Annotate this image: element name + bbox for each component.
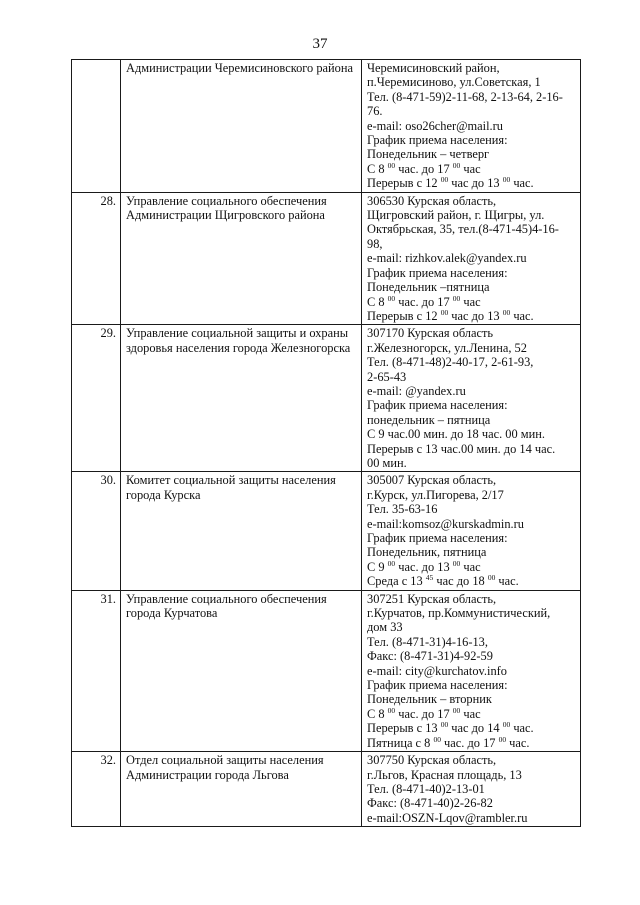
- contact-line: Тел. 35-63-16: [367, 502, 438, 517]
- schedule-line: [367, 707, 576, 721]
- time-minutes-superscript: 00: [387, 160, 396, 170]
- schedule-text: час.: [495, 574, 519, 589]
- organization-name: Администрации Черемисиновского района: [121, 60, 362, 193]
- contact-line: понедельник – пятница: [367, 412, 491, 427]
- schedule-line: [367, 162, 576, 176]
- schedule-text: час до 13: [448, 308, 503, 323]
- row-number: 28.: [72, 192, 121, 325]
- contact-line: Тел. (8-471-31)4-16-13,: [367, 634, 488, 649]
- contact-line: Тел. (8-471-48)2-40-17, 2-61-93,: [367, 355, 534, 370]
- time-minutes-superscript: 00: [452, 293, 461, 303]
- contact-line: Щигровский район, г. Щигры, ул.: [367, 208, 545, 223]
- schedule-text: Перерыв с 12: [367, 176, 441, 191]
- contact-line: График приема населения:: [367, 531, 508, 545]
- schedule-line: [367, 560, 576, 574]
- schedule-text: час.: [510, 721, 534, 736]
- contact-line: 305007 Курская область,: [367, 473, 497, 488]
- contact-details: [362, 472, 581, 590]
- schedule-text: Перерыв с 12: [367, 308, 441, 323]
- schedule-text: час.: [510, 308, 534, 323]
- schedule-text: час.: [510, 176, 534, 191]
- row-number: 29.: [72, 325, 121, 472]
- schedule-text: Среда с 13: [367, 574, 426, 589]
- contact-line: Понедельник –пятница: [367, 280, 490, 295]
- row-number: 31.: [72, 590, 121, 751]
- contact-line: График приема населения:: [367, 133, 508, 148]
- schedule-text: час.: [506, 735, 530, 750]
- contact-details: [362, 590, 581, 751]
- schedule-text: час. до 13: [395, 559, 453, 574]
- contact-details: [362, 192, 581, 325]
- contact-line: e-mail:OSZN-Lqov@rambler.ru: [367, 810, 528, 825]
- contact-line: 00 мин.: [367, 455, 407, 470]
- schedule-text: С 8: [367, 161, 388, 176]
- contact-line: Понедельник – четверг: [367, 147, 490, 162]
- schedule-text: час до 13: [448, 176, 503, 191]
- time-minutes-superscript: 00: [502, 720, 511, 730]
- organization-name: Управление социальной защиты и охраны здоровья населения города Железногорска: [121, 325, 362, 472]
- organization-name: Комитет социальной защиты населения города Курска: [121, 472, 362, 590]
- contact-line: Понедельник – вторник: [367, 692, 492, 707]
- schedule-text: час. до 17: [395, 294, 453, 309]
- table-row: [72, 325, 581, 472]
- registry-table: [71, 59, 581, 827]
- row-number: 32.: [72, 752, 121, 827]
- contact-details: [362, 752, 581, 827]
- contact-line: 307251 Курская область,: [367, 591, 497, 606]
- schedule-line: [367, 295, 576, 309]
- contact-line: 307170 Курская область: [367, 326, 494, 341]
- contact-line: 306530 Курская область,: [367, 193, 497, 208]
- contact-line: Черемисиновский район,: [367, 61, 500, 75]
- time-minutes-superscript: 00: [387, 705, 396, 715]
- schedule-text: Пятница с 8: [367, 735, 434, 750]
- contact-line: Факс: (8-471-31)4-92-59: [367, 649, 493, 664]
- schedule-line: [367, 721, 576, 735]
- time-minutes-superscript: 00: [452, 160, 461, 170]
- row-number: [72, 60, 121, 193]
- table-row: [72, 472, 581, 590]
- contact-line: Октябрьская, 35, тел.(8-471-45)4-16-: [367, 222, 559, 237]
- contact-line: г.Льгов, Красная площадь, 13: [367, 767, 522, 782]
- contact-line: 98,: [367, 236, 383, 251]
- schedule-text: С 8: [367, 294, 388, 309]
- table-row: [72, 590, 581, 751]
- organization-name: Управление социального обеспечения Администрации Щигровского района: [121, 192, 362, 325]
- time-minutes-superscript: 45: [425, 573, 434, 583]
- contact-line: Тел. (8-471-40)2-13-01: [367, 781, 485, 796]
- schedule-text: Перерыв с 13: [367, 721, 441, 736]
- row-number: 30.: [72, 472, 121, 590]
- time-minutes-superscript: 00: [387, 293, 396, 303]
- contact-details: [362, 60, 581, 193]
- time-minutes-superscript: 00: [440, 307, 449, 317]
- organization-name: Управление социального обеспечения города Курчатова: [121, 590, 362, 751]
- contact-line: п.Черемисиново, ул.Советская, 1: [367, 75, 541, 90]
- time-minutes-superscript: 00: [498, 734, 507, 744]
- schedule-text: час. до 17: [395, 706, 453, 721]
- contact-line: e-mail:komsoz@kurskadmin.ru: [367, 516, 524, 531]
- schedule-line: [367, 574, 576, 588]
- contact-line: г.Курск, ул.Пигорева, 2/17: [367, 487, 504, 502]
- contact-line: г.Курчатов, пр.Коммунистический,: [367, 606, 551, 621]
- schedule-line: [367, 309, 576, 323]
- time-minutes-superscript: 00: [502, 307, 511, 317]
- contact-line: Понедельник, пятница: [367, 545, 487, 560]
- contact-line: 307750 Курская область,: [367, 753, 497, 768]
- contact-line: e-mail: @yandex.ru: [367, 383, 466, 398]
- contact-line: График приема населения:: [367, 678, 508, 693]
- page-number: 37: [312, 36, 328, 52]
- contact-line: Перерыв с 13 час.00 мин. до 14 час.: [367, 441, 556, 456]
- contact-line: дом 33: [367, 620, 403, 635]
- contact-line: График приема населения:: [367, 398, 508, 413]
- schedule-line: [367, 176, 576, 190]
- contact-line: e-mail: rizhkov.alek@yandex.ru: [367, 251, 527, 266]
- time-minutes-superscript: 00: [452, 705, 461, 715]
- table-row: [72, 60, 581, 193]
- schedule-text: С 9: [367, 559, 388, 574]
- schedule-text: час: [460, 559, 481, 574]
- schedule-text: С 8: [367, 706, 388, 721]
- time-minutes-superscript: 00: [440, 175, 449, 185]
- contact-line: С 9 час.00 мин. до 18 час. 00 мин.: [367, 427, 545, 442]
- schedule-text: час до 14: [448, 721, 503, 736]
- contact-line: 2-65-43: [367, 369, 407, 384]
- contact-details: [362, 325, 581, 472]
- contact-line: Факс: (8-471-40)2-26-82: [367, 796, 493, 811]
- time-minutes-superscript: 00: [452, 558, 461, 568]
- registry-body: [72, 60, 581, 827]
- table-row: [72, 192, 581, 325]
- schedule-text: час. до 17: [440, 735, 499, 750]
- contact-line: 76.: [367, 104, 383, 119]
- schedule-line: [367, 736, 576, 750]
- time-minutes-superscript: 00: [502, 175, 511, 185]
- contact-line: г.Железногорск, ул.Ленина, 52: [367, 340, 527, 355]
- schedule-text: час. до 17: [395, 161, 453, 176]
- table-row: [72, 752, 581, 827]
- organization-name: Отдел социальной защиты населения Администрации города Льгова: [121, 752, 362, 827]
- time-minutes-superscript: 00: [387, 558, 396, 568]
- time-minutes-superscript: 00: [487, 573, 496, 583]
- schedule-text: час: [460, 294, 481, 309]
- contact-line: e-mail: oso26cher@mail.ru: [367, 118, 503, 133]
- schedule-text: час: [460, 161, 481, 176]
- contact-line: График приема населения:: [367, 265, 508, 280]
- contact-line: Тел. (8-471-59)2-11-68, 2-13-64, 2-16-: [367, 89, 563, 104]
- time-minutes-superscript: 00: [433, 734, 441, 744]
- time-minutes-superscript: 00: [440, 720, 449, 730]
- schedule-text: час: [460, 706, 481, 721]
- contact-line: e-mail: city@kurchatov.info: [367, 663, 507, 678]
- schedule-text: час до 18: [433, 574, 488, 589]
